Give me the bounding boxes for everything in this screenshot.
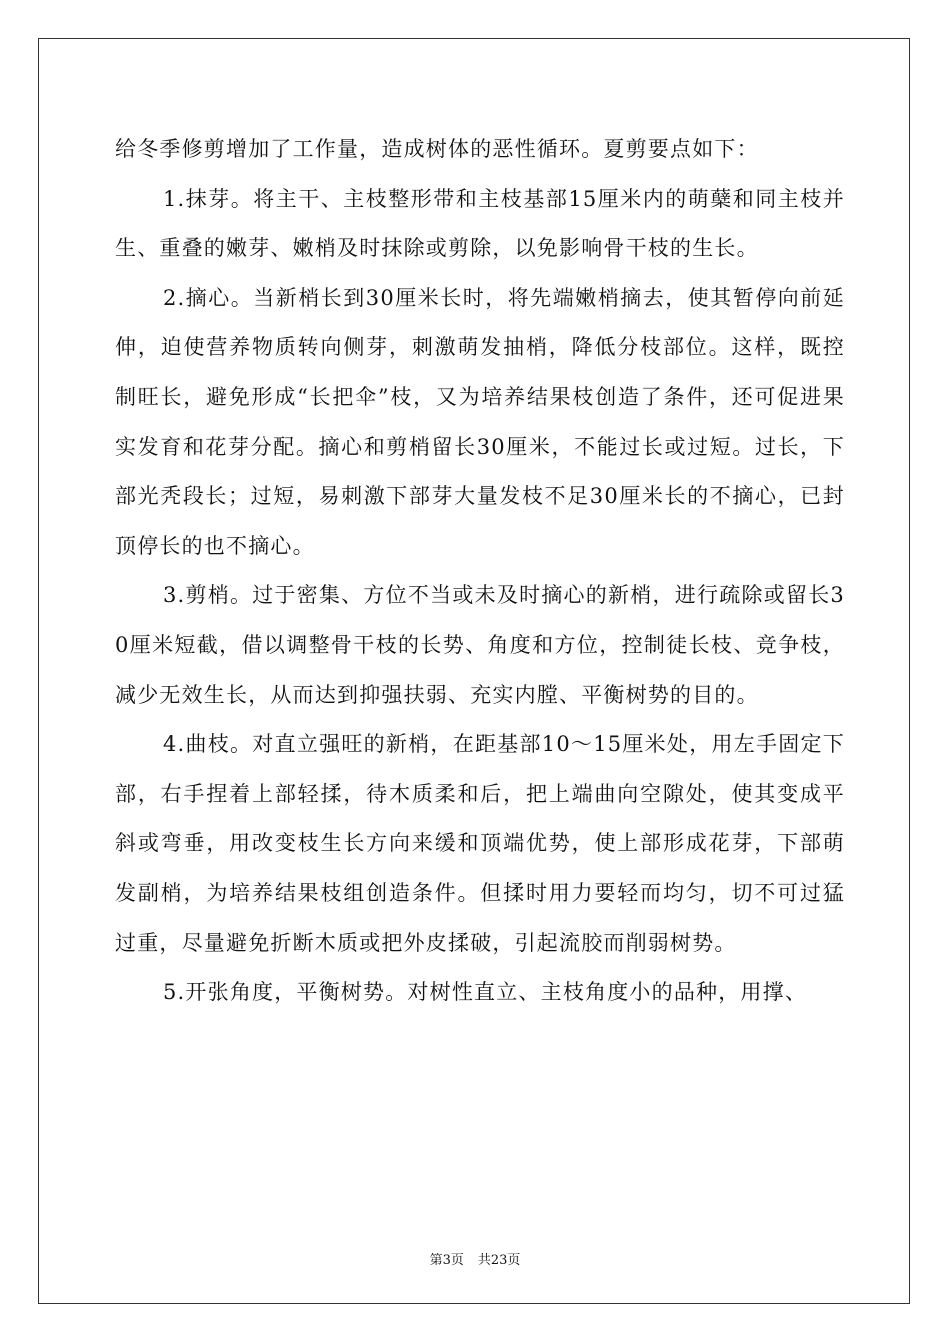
- document-body: [115, 125, 845, 1018]
- paragraph-shoot-cutting: 3.剪梢。过于密集、方位不当或未及时摘心的新梢，进行疏除或留长30厘米短截，借以调整骨干枝的长势、角度和方位，控制徒长枝、竞争枝，减少无效生长，从而达到抑强扶弱、充实内膛、平衡树势的目的。: [115, 583, 845, 707]
- paragraph-branch-bending: 4.曲枝。对直立强旺的新梢，在距基部10～15厘米处，用左手固定下部，右手捏着上部轻揉，待木质柔和后，把上端曲向空隙处，使其变成平斜或弯垂，用改变枝生长方向来缓和顶端优势，使上部形成花芽，下部萌发副梢，为培养结果枝组创造条件。但揉时用力要轻而均匀，切不可过猛过重，尽量避免折断木质或把外皮揉破，引起流胶而削弱树势。: [115, 732, 845, 955]
- paragraph-angle-opening: 5.开张角度，平衡树势。对树性直立、主枝角度小的品种，用撑、: [163, 980, 808, 1005]
- page-number: 第3页: [429, 1253, 464, 1268]
- paragraph-pinching: 2.摘心。当新梢长到30厘米长时，将先端嫩梢摘去，使其暂停向前延伸，迫使营养物质转向侧芽，刺激萌发抽梢，降低分枝部位。这样，既控制旺长，避免形成“长把伞”枝，又为培养结果枝创造了条件，还可促进果实发育和花芽分配。摘心和剪梢留长30厘米，不能过长或过短。过长，下部光秃段长；过短，易刺激下部芽大量发枝不足30厘米长的不摘心，已封顶停长的也不摘心。: [115, 285, 845, 558]
- page-footer: [0, 1249, 950, 1268]
- paragraph-continuation: 给冬季修剪增加了工作量，造成树体的恶性循环。夏剪要点如下：: [115, 137, 759, 161]
- paragraph-bud-removal: 1.抹芽。将主干、主枝整形带和主枝基部15厘米内的萌蘖和同主枝并生、重叠的嫩芽、嫩梢及时抹除或剪除，以免影响骨干枝的生长。: [115, 186, 845, 261]
- page-total: 共23页: [477, 1253, 521, 1268]
